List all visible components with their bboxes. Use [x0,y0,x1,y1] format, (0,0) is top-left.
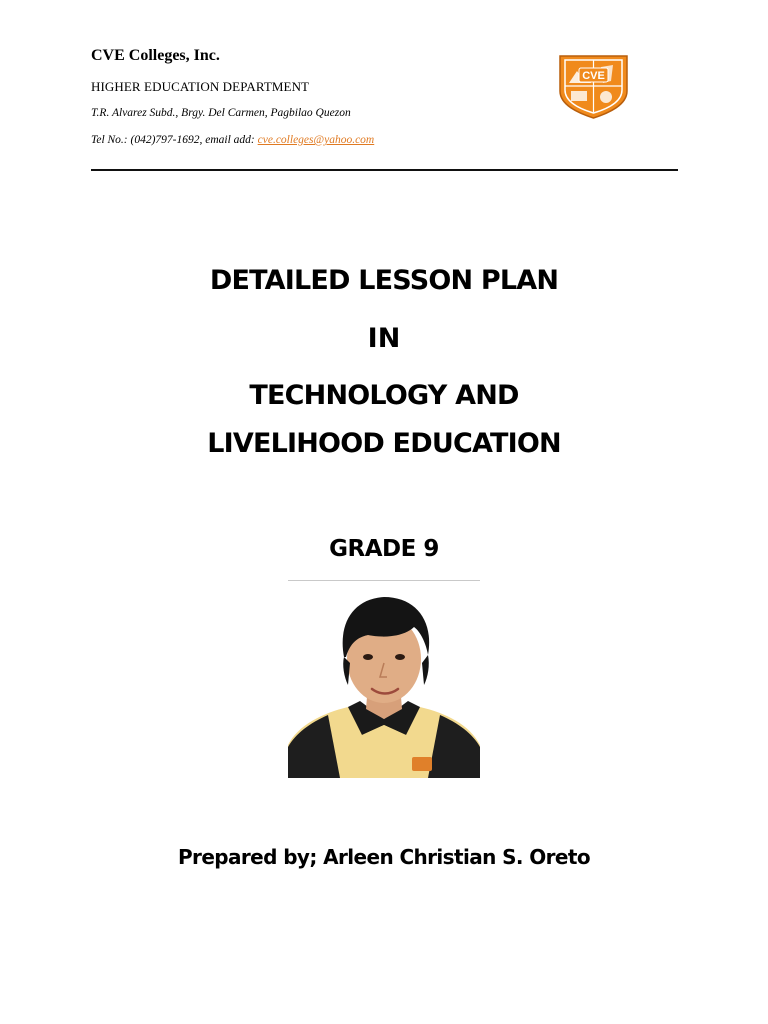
logo-text: CVE [582,70,605,82]
grade-label: GRADE 9 [329,536,439,562]
institution-name: CVE Colleges, Inc. [91,47,220,64]
college-logo [557,53,630,120]
department-name: HIGHER EDUCATION DEPARTMENT [91,79,310,94]
author-photo [288,585,480,778]
title-line-2: IN [367,323,401,354]
address-line: T.R. Alvarez Subd., Brgy. Del Carmen, Pagbilao Quezon [91,107,351,119]
tel-text: Tel No.: (042)797-1692, email add: [91,134,258,146]
photo-divider [288,580,480,581]
email-link[interactable]: cve.colleges@yahoo.com [257,134,375,146]
title-line-4: LIVELIHOOD EDUCATION [207,428,561,459]
prepared-by: Prepared by; Arleen Christian S. Oreto [178,845,590,869]
header-divider [91,169,678,171]
title-line-3: TECHNOLOGY AND [249,380,519,411]
contact-line [91,134,374,146]
title-line-1: DETAILED LESSON PLAN [209,265,559,296]
